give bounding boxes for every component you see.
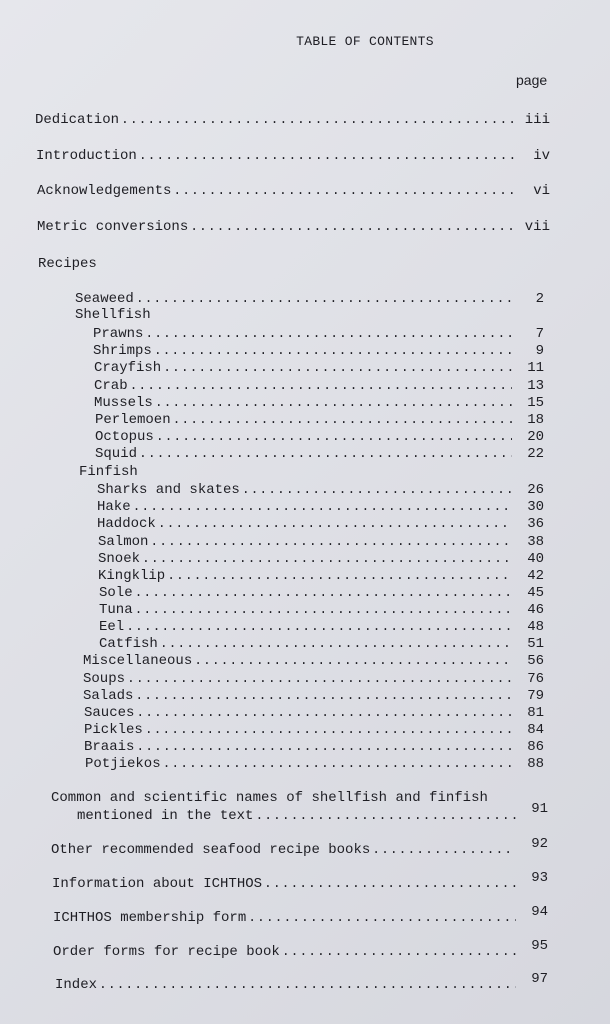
toc-entry-label: Dedication	[35, 112, 120, 128]
toc-entry-label: Mussels	[94, 395, 153, 411]
leader-dots	[136, 704, 512, 721]
toc-entry-label: Other recommended seafood recipe books	[51, 842, 371, 858]
leader-dots	[135, 584, 512, 601]
toc-entry-label: Catfish	[99, 636, 158, 652]
toc-entry-sole	[99, 584, 544, 602]
toc-entry-page: 42	[527, 568, 544, 584]
leader-dots	[173, 182, 518, 199]
leader-dots	[160, 635, 512, 652]
toc-entry-page: 7	[535, 326, 544, 342]
leader-dots	[248, 909, 516, 926]
toc-entry-label: mentioned in the text	[77, 808, 254, 824]
toc-entry-page: 36	[527, 516, 544, 532]
toc-entry-page: iv	[533, 148, 550, 164]
toc-entry-page: 46	[527, 602, 544, 618]
leader-dots	[99, 976, 516, 993]
toc-entry-page: 40	[527, 551, 544, 567]
toc-entry-label: Haddock	[97, 516, 156, 532]
toc-entry-metric-conversions	[37, 218, 550, 236]
toc-entry-label: Sauces	[84, 705, 135, 721]
toc-entry-page: 88	[527, 756, 544, 772]
leader-dots	[194, 652, 512, 669]
toc-entry-page: 2	[535, 291, 544, 307]
toc-entry-braais	[84, 738, 544, 756]
toc-entry-page: 84	[527, 722, 544, 738]
toc-entry-perlemoen	[95, 411, 544, 429]
toc-entry-label: Salmon	[98, 534, 149, 550]
toc-entry-soups	[83, 670, 544, 688]
leader-dots	[264, 875, 516, 892]
leader-dots	[136, 290, 512, 307]
toc-entry-label: Squid	[95, 446, 138, 462]
toc-entry-label: Acknowledgements	[37, 183, 172, 199]
leader-dots	[145, 325, 512, 342]
toc-entry-page: 20	[527, 429, 544, 445]
toc-entry-recommended-books	[51, 836, 548, 859]
toc-entry-page: 56	[527, 653, 544, 669]
toc-entry-octopus	[95, 428, 544, 446]
toc-entry-page: 38	[527, 534, 544, 550]
toc-entry-page: 22	[527, 446, 544, 462]
toc-entry-label: Index	[55, 977, 98, 993]
toc-entry-page: 92	[531, 836, 548, 852]
toc-entry-squid	[95, 445, 544, 463]
page-column-header: page	[516, 72, 548, 88]
leader-dots	[154, 342, 512, 359]
toc-entry-page: 97	[531, 971, 548, 987]
toc-entry-salmon	[98, 533, 544, 551]
section-heading-finfish: Finfish	[79, 464, 138, 480]
toc-entry-page: 95	[531, 938, 548, 954]
toc-entry-snoek	[98, 550, 544, 568]
toc-entry-about-ichthos	[52, 870, 548, 893]
toc-entry-label: Introduction	[36, 148, 137, 164]
leader-dots	[163, 755, 512, 772]
toc-entry-label: Octopus	[95, 429, 154, 445]
toc-entry-page: 45	[527, 585, 544, 601]
leader-dots	[242, 481, 512, 498]
leader-dots	[142, 550, 512, 567]
toc-entry-label: Kingklip	[98, 568, 166, 584]
leader-dots	[282, 943, 516, 960]
toc-entry-label: Hake	[97, 499, 131, 515]
leader-dots	[133, 498, 512, 515]
toc-entry-page: 9	[535, 343, 544, 359]
toc-entry-page: 30	[527, 499, 544, 515]
toc-entry-names	[77, 801, 548, 825]
toc-entry-label: Salads	[83, 688, 134, 704]
toc-entry-crayfish	[94, 359, 544, 377]
leader-dots	[163, 359, 512, 376]
toc-entry-label: Eel	[99, 619, 125, 635]
leader-dots	[121, 111, 518, 128]
toc-entry-page: 18	[527, 412, 544, 428]
toc-entry-label: Crab	[94, 378, 128, 394]
toc-entry-label: Order forms for recipe book	[53, 944, 280, 960]
page-title: TABLE OF CONTENTS	[296, 34, 434, 49]
leader-dots	[255, 807, 516, 824]
toc-entry-page: 93	[531, 870, 548, 886]
toc-entry-order-forms	[53, 938, 548, 961]
toc-entry-page: 94	[531, 904, 548, 920]
toc-entry-index	[55, 971, 548, 994]
toc-entry-label: Braais	[84, 739, 135, 755]
toc-entry-label: Potjiekos	[85, 756, 161, 772]
toc-entry-label: Sole	[99, 585, 133, 601]
leader-dots	[372, 841, 516, 858]
toc-entry-page: 48	[527, 619, 544, 635]
leader-dots	[145, 721, 512, 738]
toc-entry-kingklip	[98, 567, 544, 585]
toc-entry-acknowledgements	[37, 182, 550, 200]
toc-entry-seaweed	[75, 290, 544, 308]
toc-entry-page: iii	[524, 112, 550, 128]
toc-entry-page: 79	[527, 688, 544, 704]
toc-entry-label: Tuna	[99, 602, 133, 618]
leader-dots	[190, 218, 518, 235]
toc-entry-page: 81	[527, 705, 544, 721]
toc-entry-page: 51	[527, 636, 544, 652]
leader-dots	[126, 618, 512, 635]
toc-entry-label: Seaweed	[75, 291, 134, 307]
toc-entry-label: Soups	[83, 671, 126, 687]
toc-entry-crab	[94, 377, 544, 395]
toc-entry-miscellaneous	[83, 652, 544, 670]
toc-entry-label: ICHTHOS membership form	[53, 910, 247, 926]
toc-entry-page: vii	[524, 219, 550, 235]
leader-dots	[135, 687, 512, 704]
toc-entry-label: Crayfish	[94, 360, 162, 376]
toc-entry-sharks-and-skates	[97, 481, 544, 499]
toc-entry-sauces	[84, 704, 544, 722]
toc-entry-label: Prawns	[93, 326, 144, 342]
toc-entry-label: Information about ICHTHOS	[52, 876, 263, 892]
leader-dots	[155, 394, 512, 411]
toc-entry-mussels	[94, 394, 544, 412]
toc-entry-label: Miscellaneous	[83, 653, 193, 669]
toc-entry-page: 91	[531, 801, 548, 817]
leader-dots	[139, 147, 518, 164]
toc-entry-label: Perlemoen	[95, 412, 171, 428]
toc-entry-label: Pickles	[84, 722, 143, 738]
leader-dots	[130, 377, 512, 394]
toc-entry-eel	[99, 618, 544, 636]
toc-entry-membership-form	[53, 904, 548, 927]
toc-entry-catfish	[99, 635, 544, 653]
toc-entry-prawns	[93, 325, 544, 343]
toc-entry-page: 13	[527, 378, 544, 394]
toc-entry-page: 11	[527, 360, 544, 376]
toc-entry-page: 26	[527, 482, 544, 498]
leader-dots	[127, 670, 512, 687]
toc-entry-potjiekos	[85, 755, 544, 773]
toc-entry-dedication	[35, 111, 550, 129]
toc-entry-label: Snoek	[98, 551, 141, 567]
leader-dots	[139, 445, 512, 462]
leader-dots	[150, 533, 512, 550]
toc-entry-shrimps	[93, 342, 544, 360]
toc-entry-tuna	[99, 601, 544, 619]
section-heading-shellfish: Shellfish	[75, 307, 151, 323]
toc-entry-pickles	[84, 721, 544, 739]
toc-entry-page: 86	[527, 739, 544, 755]
leader-dots	[156, 428, 512, 445]
toc-entry-names-line1: Common and scientific names of shellfish and finfish	[51, 790, 488, 806]
leader-dots	[135, 601, 512, 618]
toc-entry-hake	[97, 498, 544, 516]
leader-dots	[136, 738, 512, 755]
leader-dots	[158, 515, 512, 532]
leader-dots	[167, 567, 512, 584]
toc-entry-haddock	[97, 515, 544, 533]
toc-entry-page: 76	[527, 671, 544, 687]
toc-entry-salads	[83, 687, 544, 705]
toc-entry-label: Shrimps	[93, 343, 152, 359]
leader-dots	[173, 411, 512, 428]
toc-entry-page: 15	[527, 395, 544, 411]
toc-entry-page: vi	[533, 183, 550, 199]
toc-entry-introduction	[36, 147, 550, 165]
toc-entry-label: Metric conversions	[37, 219, 189, 235]
toc-entry-label: Sharks and skates	[97, 482, 240, 498]
section-heading-recipes: Recipes	[38, 256, 97, 272]
